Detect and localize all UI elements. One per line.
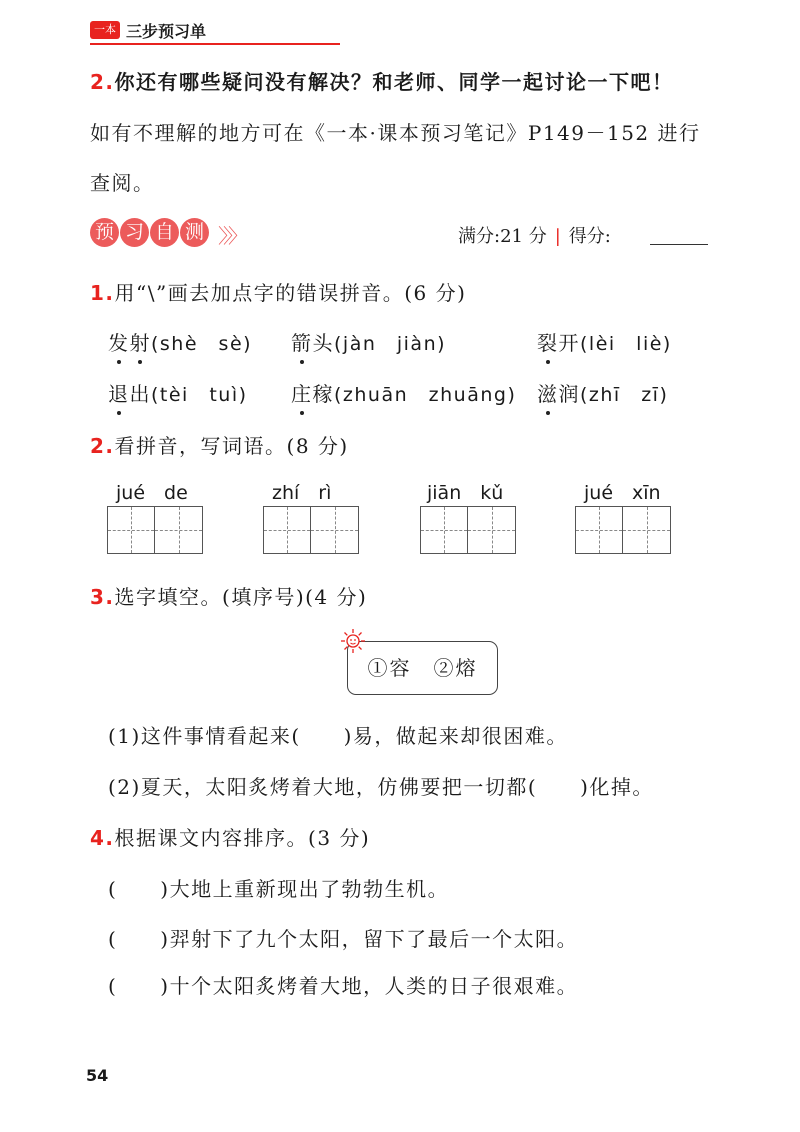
q1-item-char: 开 xyxy=(558,331,580,355)
q2-pinyin: jué de xyxy=(116,482,188,504)
writing-grid[interactable] xyxy=(575,506,671,554)
q1-item-dotted-char: 箭 xyxy=(291,331,313,355)
grid-cell[interactable] xyxy=(155,507,202,553)
q4-text: 根据课文内容排序。(3 分) xyxy=(114,826,371,850)
q1-item-pinyin: (tèi tuì) xyxy=(151,384,248,406)
tag-char: 测 xyxy=(180,218,209,247)
q4-item: ( )十个太阳炙烤着大地，人类的日子很艰难。 xyxy=(108,974,579,998)
q4-number: 4. xyxy=(90,826,115,850)
q1-item-dotted-char: 庄 xyxy=(291,382,313,406)
q2-number: 2. xyxy=(90,434,115,458)
q4-title xyxy=(90,822,370,851)
score-blank[interactable] xyxy=(650,244,708,245)
score-line xyxy=(458,222,611,248)
q1-item-char: 头 xyxy=(312,331,334,355)
q1-item-pinyin: (zhuān zhuāng) xyxy=(334,384,517,406)
sun-icon xyxy=(340,628,366,654)
q1-item xyxy=(108,378,248,407)
doubt-note-line1: 如有不理解的地方可在《一本·课本预习笔记》P149－152 进行 xyxy=(90,121,701,145)
q1-item xyxy=(291,327,446,356)
writing-grid[interactable] xyxy=(420,506,516,554)
grid-cell[interactable] xyxy=(576,507,623,553)
q2-pinyin: jué xīn xyxy=(584,482,661,504)
q1-number: 1. xyxy=(90,281,115,305)
grid-cell[interactable] xyxy=(311,507,358,553)
q1-item xyxy=(108,327,252,356)
q2-text: 看拼音，写词语。(8 分) xyxy=(114,434,349,458)
options-box: ①容 ②熔 xyxy=(347,641,498,695)
q1-item-char: 润 xyxy=(558,382,580,406)
q1-item-dotted-char: 裂 xyxy=(537,331,559,355)
q3-sentence-1: (1)这件事情看起来( )易，做起来却很困难。 xyxy=(108,724,568,748)
q2-title xyxy=(90,430,349,459)
book-logo-badge: 一本 xyxy=(90,21,120,39)
score-separator: | xyxy=(554,226,561,247)
q1-item-dotted-char: 发 xyxy=(108,331,130,355)
q1-item-char: 稼 xyxy=(312,382,334,406)
self-test-tag xyxy=(90,218,210,247)
score-label: 得分: xyxy=(568,226,611,247)
grid-cell[interactable] xyxy=(108,507,155,553)
q3-number: 3. xyxy=(90,585,115,609)
q1-item-dotted-char: 滋 xyxy=(537,382,559,406)
q3-title xyxy=(90,581,367,610)
tag-char: 习 xyxy=(120,218,149,247)
q2-pinyin: zhí rì xyxy=(272,482,332,504)
chevron-arrows-icon: 〉〉〉 xyxy=(218,224,243,248)
doubt-question xyxy=(90,66,674,95)
q1-item xyxy=(537,378,668,407)
q1-item-pinyin: (lèi liè) xyxy=(580,333,672,355)
q3-text: 选字填空。(填序号)(4 分) xyxy=(114,585,368,609)
q1-title xyxy=(90,277,466,306)
grid-cell[interactable] xyxy=(623,507,670,553)
q1-text: 用“\”画去加点字的错误拼音。(6 分) xyxy=(114,281,467,305)
q1-item-pinyin: (shè sè) xyxy=(151,333,253,355)
writing-grid[interactable] xyxy=(263,506,359,554)
doubt-question-text: 你还有哪些疑问没有解决？和老师、同学一起讨论一下吧！ xyxy=(114,70,674,94)
q2-pinyin: jiān kǔ xyxy=(427,482,504,504)
q1-item-char: 出 xyxy=(129,382,151,406)
tag-char: 预 xyxy=(90,218,119,247)
q1-item-pinyin: (jàn jiàn) xyxy=(334,333,447,355)
header-title: 三步预习单 xyxy=(126,22,207,41)
grid-cell[interactable] xyxy=(264,507,311,553)
q1-item-dotted-char: 射 xyxy=(129,331,151,355)
q3-sentence-2: (2)夏天，太阳炙烤着大地，仿佛要把一切都( )化掉。 xyxy=(108,775,654,799)
q4-item: ( )大地上重新现出了勃勃生机。 xyxy=(108,877,450,901)
grid-cell[interactable] xyxy=(468,507,515,553)
header-divider xyxy=(90,43,340,45)
q1-item-pinyin: (zhī zī) xyxy=(580,384,669,406)
doubt-number: 2. xyxy=(90,70,115,94)
page-number: 54 xyxy=(86,1066,109,1085)
q1-item xyxy=(537,327,672,356)
grid-cell[interactable] xyxy=(421,507,468,553)
full-score: 满分:21 分 xyxy=(458,226,547,247)
q4-item: ( )羿射下了九个太阳，留下了最后一个太阳。 xyxy=(108,927,579,951)
doubt-note-line2: 查阅。 xyxy=(90,171,155,195)
tag-char: 自 xyxy=(150,218,179,247)
writing-grid[interactable] xyxy=(107,506,203,554)
q1-item-dotted-char: 退 xyxy=(108,382,130,406)
q1-item xyxy=(291,378,516,407)
